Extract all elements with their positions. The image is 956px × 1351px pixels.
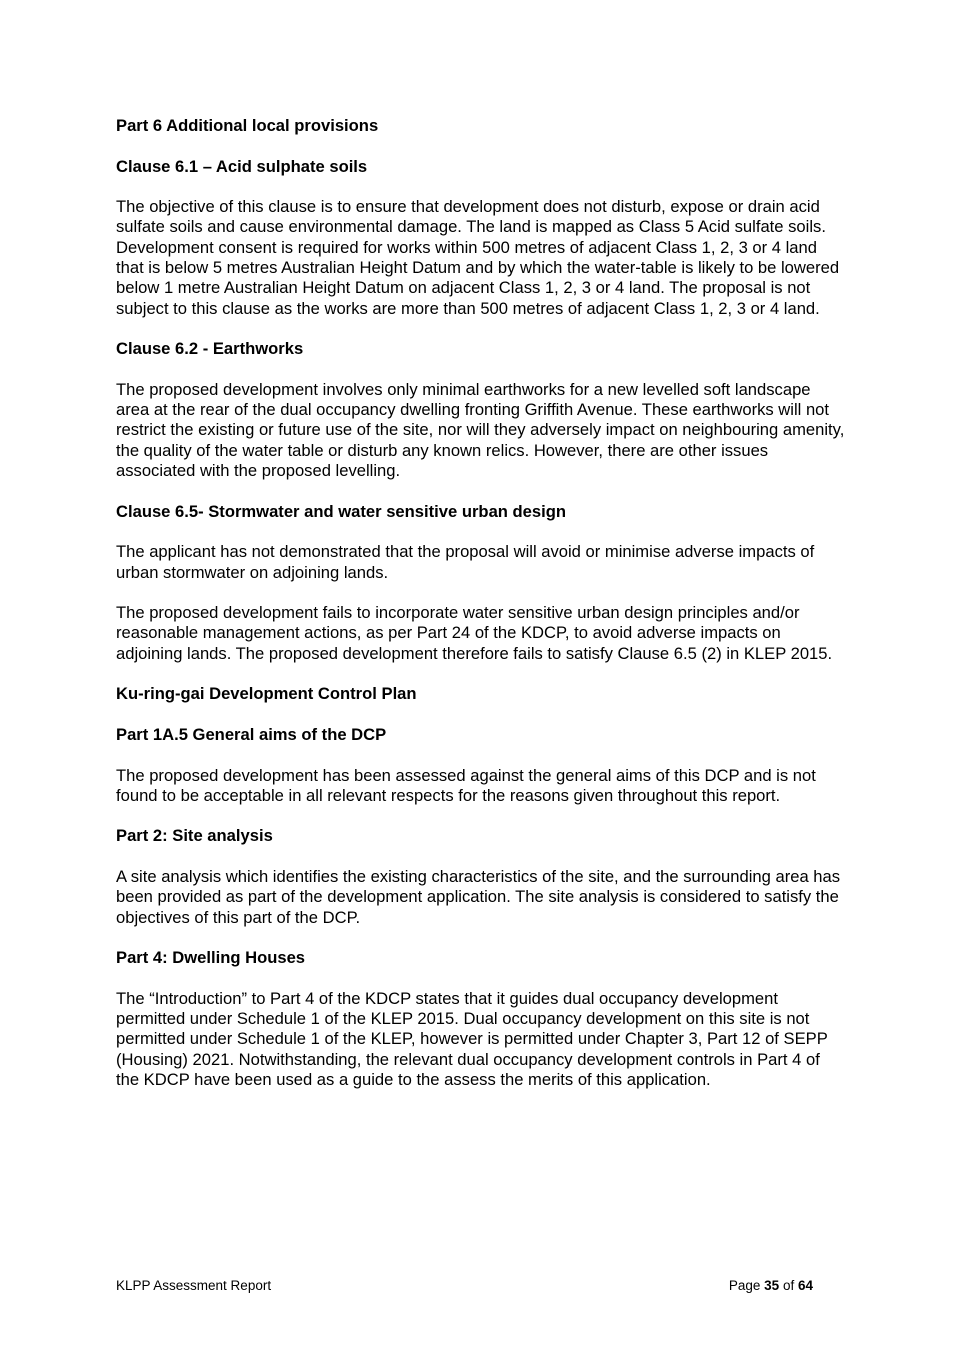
page-footer xyxy=(116,1277,813,1295)
page-of: of xyxy=(782,1278,795,1293)
footer-report-title: KLPP Assessment Report xyxy=(116,1278,272,1293)
paragraph: The proposed development fails to incorporate water sensitive urban design principles and/or reasonable management actions, as per Part 24 of the KDCP, to avoid adverse impacts on adjoining lands. The proposed development therefore fails to satisfy Clause 6.5 (2) in KLEP 2015. xyxy=(116,603,833,663)
paragraph: The applicant has not demonstrated that the proposal will avoid or minimise adverse impacts of urban stormwater on adjoining lands. xyxy=(116,542,815,582)
section-heading: Part 4: Dwelling Houses xyxy=(116,948,306,968)
section-heading: Part 6 Additional local provisions xyxy=(116,116,379,135)
section-heading: Clause 6.2 - Earthworks xyxy=(116,339,304,359)
document-body xyxy=(116,116,846,1111)
paragraph: The objective of this clause is to ensure that development does not disturb, expose or drain acid sulfate soils and cause environmental damage. The land is mapped as Class 5 Acid sulfate soils. Development consent is required for works within 500 metres of adjacent Class 1, 2, 3 or 4 land that is below 5 metres Australian Height Datum and by which the water-table is likely to be lowered below 1 metre Australian Height Datum on adjacent Class 1, 2, 3 or 4 land. The proposal is not subject to this clause as the works are more than 500 metres of adjacent Class 1, 2, 3 or 4 land. xyxy=(116,197,840,318)
page-current: 35 xyxy=(764,1278,780,1293)
section-heading: Clause 6.5- Stormwater and water sensitive urban design xyxy=(116,501,567,521)
section-heading: Ku-ring-gai Development Control Plan xyxy=(116,684,417,704)
paragraph: The “Introduction” to Part 4 of the KDCP states that it guides dual occupancy development permitted under Schedule 1 of the KLEP 2015. Dual occupancy development on this site is not permitted under Schedule 1 of the KLEP, however is permitted under Chapter 3, Part 12 of SEPP (Housing) 2021. Notwithstanding, the relevant dual occupancy development controls in Part 4 of the KDCP have been used as a guide to the assess the merits of this application. xyxy=(116,988,828,1089)
section-heading: Part 2: Site analysis xyxy=(116,826,273,846)
page-number xyxy=(729,1277,813,1295)
paragraph: The proposed development has been assessed against the general aims of this DCP and is not found to be acceptable in all relevant respects for the reasons given throughout this report. xyxy=(116,765,816,805)
page-prefix: Page xyxy=(728,1278,761,1293)
paragraph: The proposed development involves only minimal earthworks for a new levelled soft landscape area at the rear of the dual occupancy dwelling fronting Griffith Avenue. These earthworks will not restrict the existing or future use of the site, nor will they adversely impact on neighbouring amenity, the quality of the water table or disturb any known relics. However, there are other issues associated with the proposed levelling. xyxy=(116,379,845,481)
page-total: 64 xyxy=(797,1278,813,1293)
paragraph: A site analysis which identifies the existing characteristics of the site, and the surrounding area has been provided as part of the development application. The site analysis is considered to satisfy the objectives of this part of the DCP. xyxy=(116,866,841,927)
section-heading: Clause 6.1 – Acid sulphate soils xyxy=(116,156,368,176)
section-heading: Part 1A.5 General aims of the DCP xyxy=(116,724,387,744)
